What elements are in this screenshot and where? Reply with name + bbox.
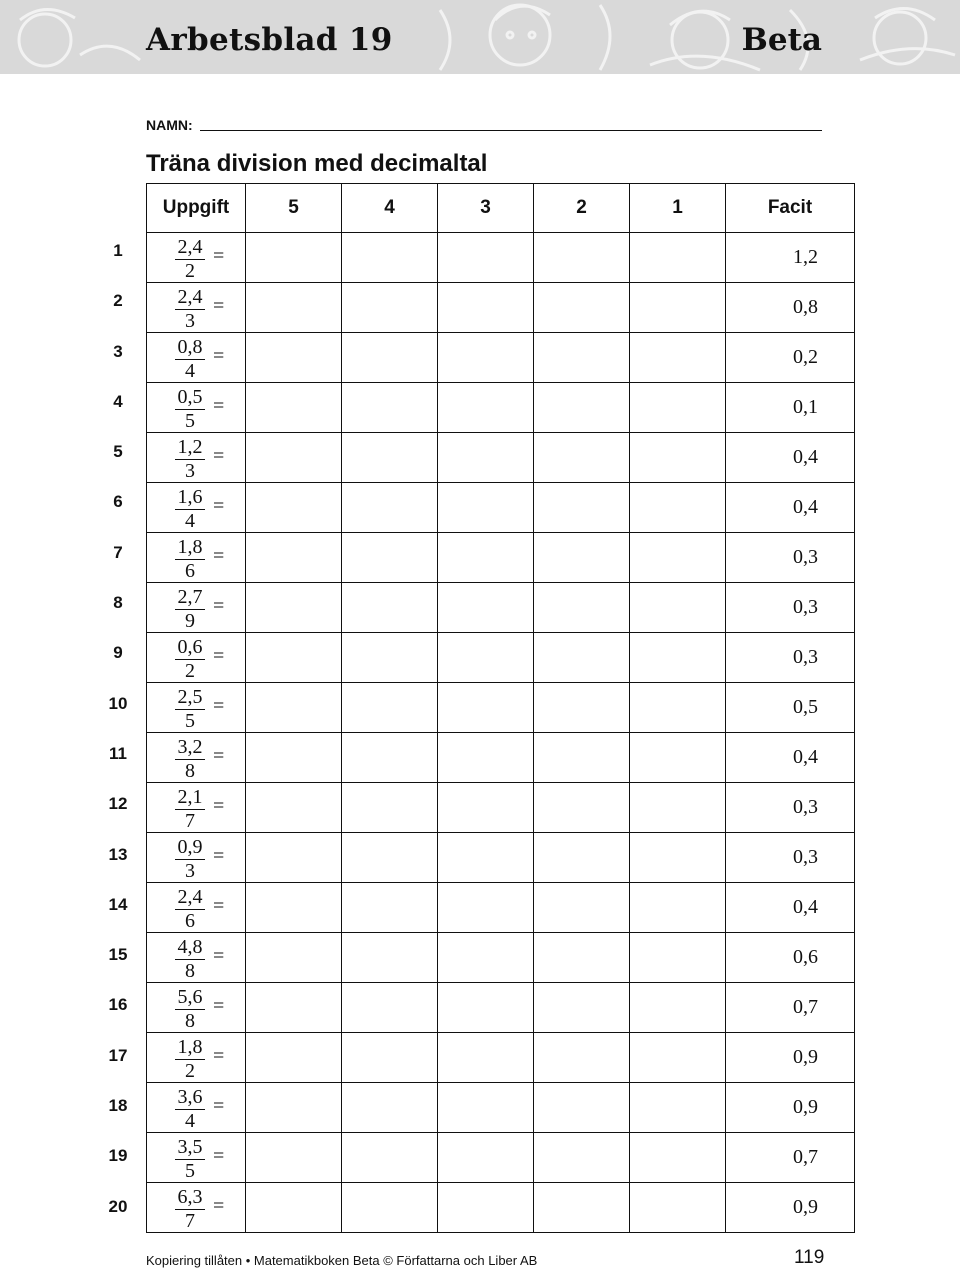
- fraction: [175, 386, 205, 433]
- answer-cell[interactable]: [630, 1183, 726, 1233]
- numerator: 1,6: [175, 486, 205, 510]
- answer-cell[interactable]: [438, 683, 534, 733]
- answer-cell[interactable]: [342, 983, 438, 1033]
- task-cell: [147, 533, 246, 583]
- answer-cell[interactable]: [246, 733, 342, 783]
- denominator: 4: [185, 1110, 195, 1132]
- numerator: 1,8: [175, 1036, 205, 1060]
- answer-cell[interactable]: [438, 433, 534, 483]
- row-number: 11: [109, 743, 127, 763]
- numerator: 1,2: [175, 436, 205, 460]
- table-row: [147, 1033, 855, 1083]
- table-row: [147, 633, 855, 683]
- answer-cell[interactable]: [246, 383, 342, 433]
- answer-cell[interactable]: [534, 633, 630, 683]
- facit-cell: 0,3: [726, 533, 855, 583]
- equals-sign: =: [213, 495, 225, 517]
- table-row: [147, 583, 855, 633]
- answer-cell[interactable]: [438, 933, 534, 983]
- denominator: 5: [185, 710, 195, 732]
- fraction: [175, 486, 205, 533]
- answer-cell[interactable]: [438, 833, 534, 883]
- denominator: 3: [185, 310, 195, 332]
- table-row: [147, 333, 855, 383]
- facit-cell: 0,4: [726, 883, 855, 933]
- fraction: [175, 1086, 205, 1133]
- answer-cell[interactable]: [342, 283, 438, 333]
- row-number: 13: [108, 844, 128, 864]
- facit-cell: 0,3: [726, 633, 855, 683]
- numerator: 5,6: [175, 986, 205, 1010]
- answer-cell[interactable]: [342, 783, 438, 833]
- answer-cell[interactable]: [534, 483, 630, 533]
- fraction: [175, 1136, 205, 1183]
- fraction: [175, 936, 205, 983]
- answer-cell[interactable]: [438, 533, 534, 583]
- fraction: [175, 786, 205, 833]
- facit-cell: 0,6: [726, 933, 855, 983]
- name-field[interactable]: [200, 130, 822, 131]
- row-number: 15: [108, 945, 128, 965]
- answer-cell[interactable]: [438, 633, 534, 683]
- numerator: 3,5: [175, 1136, 205, 1160]
- answer-cell[interactable]: [438, 483, 534, 533]
- task-cell: [147, 1033, 246, 1083]
- numerator: 2,1: [175, 786, 205, 810]
- numerator: 2,4: [175, 886, 205, 910]
- answer-cell[interactable]: [438, 383, 534, 433]
- facit-cell: 0,8: [726, 283, 855, 333]
- row-number: 4: [113, 391, 123, 411]
- row-number: 6: [113, 492, 123, 512]
- equals-sign: =: [213, 395, 225, 417]
- answer-cell[interactable]: [630, 683, 726, 733]
- answer-cell[interactable]: [630, 933, 726, 983]
- fraction: [175, 636, 205, 683]
- answer-cell[interactable]: [438, 1083, 534, 1133]
- row-number: 18: [108, 1096, 128, 1116]
- equals-sign: =: [213, 1195, 225, 1217]
- numerator: 1,8: [175, 536, 205, 560]
- table-row: [147, 683, 855, 733]
- answer-cell[interactable]: [630, 383, 726, 433]
- denominator: 7: [185, 810, 195, 832]
- answer-cell[interactable]: [438, 783, 534, 833]
- row-number: 16: [108, 995, 128, 1015]
- fraction: [175, 536, 205, 583]
- answer-cell[interactable]: [342, 383, 438, 433]
- answer-cell[interactable]: [342, 933, 438, 983]
- answer-cell[interactable]: [438, 233, 534, 283]
- answer-cell[interactable]: [534, 833, 630, 883]
- answer-cell[interactable]: [630, 483, 726, 533]
- equals-sign: =: [213, 545, 225, 567]
- answer-cell[interactable]: [342, 733, 438, 783]
- table-row: [147, 1133, 855, 1183]
- facit-cell: 0,3: [726, 583, 855, 633]
- denominator: 2: [185, 660, 195, 682]
- task-cell: [147, 933, 246, 983]
- equals-sign: =: [213, 345, 225, 367]
- table-row: [147, 433, 855, 483]
- row-number: 2: [113, 291, 123, 311]
- table-row: [147, 233, 855, 283]
- fraction: [175, 286, 205, 333]
- fraction: [175, 336, 205, 383]
- denominator: 4: [185, 510, 195, 532]
- answer-cell[interactable]: [534, 583, 630, 633]
- row-number: 19: [108, 1146, 128, 1166]
- answer-cell[interactable]: [246, 1083, 342, 1133]
- row-number: 3: [113, 341, 123, 361]
- denominator: 9: [185, 610, 195, 632]
- answer-cell[interactable]: [534, 533, 630, 583]
- equals-sign: =: [213, 995, 225, 1017]
- facit-cell: 0,7: [726, 983, 855, 1033]
- row-number: 1: [113, 241, 123, 260]
- answer-cell[interactable]: [534, 1033, 630, 1083]
- denominator: 3: [185, 460, 195, 482]
- answer-cell[interactable]: [438, 983, 534, 1033]
- fraction: [175, 686, 205, 733]
- facit-cell: 0,4: [726, 483, 855, 533]
- answer-cell[interactable]: [342, 633, 438, 683]
- facit-cell: 0,4: [726, 733, 855, 783]
- task-cell: [147, 1083, 246, 1133]
- numerator: 2,4: [175, 236, 205, 260]
- denominator: 2: [185, 260, 195, 282]
- task-cell: [147, 633, 246, 683]
- row-number: 14: [108, 894, 128, 914]
- answer-cell[interactable]: [342, 583, 438, 633]
- task-cell: [147, 383, 246, 433]
- equals-sign: =: [213, 745, 225, 767]
- row-number: 20: [108, 1196, 128, 1216]
- answer-cell[interactable]: [534, 233, 630, 283]
- row-number: 12: [108, 794, 128, 814]
- equals-sign: =: [213, 1145, 225, 1167]
- fraction: [175, 436, 205, 483]
- answer-cell[interactable]: [534, 1133, 630, 1183]
- table-row: [147, 783, 855, 833]
- answer-cell[interactable]: [246, 1033, 342, 1083]
- answer-cell[interactable]: [438, 1133, 534, 1183]
- column-header: 4: [342, 184, 438, 233]
- fraction: [175, 236, 205, 283]
- column-header: 2: [534, 184, 630, 233]
- task-cell: [147, 783, 246, 833]
- numerator: 2,4: [175, 286, 205, 310]
- task-cell: [147, 583, 246, 633]
- answer-cell[interactable]: [246, 533, 342, 583]
- answer-cell[interactable]: [534, 883, 630, 933]
- answer-cell[interactable]: [630, 983, 726, 1033]
- equals-sign: =: [213, 1095, 225, 1117]
- fraction: [175, 886, 205, 933]
- numerator: 0,5: [175, 386, 205, 410]
- facit-cell: 0,4: [726, 433, 855, 483]
- column-header: Uppgift: [147, 184, 246, 233]
- denominator: 2: [185, 1060, 195, 1082]
- denominator: 5: [185, 1160, 195, 1182]
- row-number: 10: [108, 693, 128, 713]
- answer-cell[interactable]: [630, 733, 726, 783]
- table-row: [147, 933, 855, 983]
- answer-cell[interactable]: [342, 433, 438, 483]
- answer-cell[interactable]: [630, 1033, 726, 1083]
- facit-cell: 0,1: [726, 383, 855, 433]
- facit-cell: 0,3: [726, 833, 855, 883]
- fraction: [175, 586, 205, 633]
- answer-cell[interactable]: [534, 683, 630, 733]
- answer-cell[interactable]: [630, 633, 726, 683]
- answer-cell[interactable]: [534, 783, 630, 833]
- answer-cell[interactable]: [534, 433, 630, 483]
- answer-cell[interactable]: [534, 733, 630, 783]
- equals-sign: =: [213, 795, 225, 817]
- answer-cell[interactable]: [630, 333, 726, 383]
- book-name: Beta: [741, 22, 822, 58]
- answer-cell[interactable]: [342, 683, 438, 733]
- denominator: 7: [185, 1210, 195, 1232]
- task-cell: [147, 733, 246, 783]
- answer-cell[interactable]: [246, 233, 342, 283]
- denominator: 8: [185, 760, 195, 782]
- equals-sign: =: [213, 945, 225, 967]
- answer-cell[interactable]: [630, 233, 726, 283]
- answer-cell[interactable]: [342, 1183, 438, 1233]
- equals-sign: =: [213, 895, 225, 917]
- row-number: 9: [113, 643, 123, 663]
- answer-cell[interactable]: [630, 533, 726, 583]
- answer-cell[interactable]: [534, 1183, 630, 1233]
- fraction: [175, 1036, 205, 1083]
- row-numbers: [98, 231, 138, 1237]
- row-number: 17: [108, 1045, 128, 1065]
- facit-cell: 0,9: [726, 1033, 855, 1083]
- facit-cell: 1,2: [726, 233, 855, 283]
- table-row: [147, 983, 855, 1033]
- answer-cell[interactable]: [438, 333, 534, 383]
- table-row: [147, 733, 855, 783]
- answer-cell[interactable]: [246, 783, 342, 833]
- facit-cell: 0,9: [726, 1083, 855, 1133]
- exercise-table: [146, 183, 855, 1233]
- answer-cell[interactable]: [246, 833, 342, 883]
- denominator: 5: [185, 410, 195, 432]
- answer-cell[interactable]: [534, 383, 630, 433]
- table-row: [147, 1083, 855, 1133]
- numerator: 3,2: [175, 736, 205, 760]
- answer-cell[interactable]: [246, 683, 342, 733]
- denominator: 4: [185, 360, 195, 382]
- answer-cell[interactable]: [630, 883, 726, 933]
- fraction: [175, 836, 205, 883]
- equals-sign: =: [213, 645, 225, 667]
- answer-cell[interactable]: [630, 1133, 726, 1183]
- answer-cell[interactable]: [534, 1083, 630, 1133]
- task-cell: [147, 883, 246, 933]
- denominator: 3: [185, 860, 195, 882]
- name-label: NAMN:: [146, 117, 193, 133]
- answer-cell[interactable]: [342, 333, 438, 383]
- fraction: [175, 986, 205, 1033]
- row-number: 8: [113, 593, 123, 613]
- page-number: 119: [794, 1247, 825, 1268]
- answer-cell[interactable]: [438, 1183, 534, 1233]
- task-cell: [147, 433, 246, 483]
- column-header: 1: [630, 184, 726, 233]
- task-cell: [147, 283, 246, 333]
- equals-sign: =: [213, 595, 225, 617]
- answer-cell[interactable]: [342, 233, 438, 283]
- answer-cell[interactable]: [630, 833, 726, 883]
- answer-cell[interactable]: [246, 633, 342, 683]
- numerator: 6,3: [175, 1186, 205, 1210]
- answer-cell[interactable]: [246, 983, 342, 1033]
- task-cell: [147, 333, 246, 383]
- task-cell: [147, 683, 246, 733]
- denominator: 6: [185, 910, 195, 932]
- answer-cell[interactable]: [534, 933, 630, 983]
- table-header-row: [147, 184, 855, 233]
- numerator: 0,9: [175, 836, 205, 860]
- answer-cell[interactable]: [342, 883, 438, 933]
- denominator: 8: [185, 960, 195, 982]
- answer-cell[interactable]: [246, 483, 342, 533]
- table-row: [147, 883, 855, 933]
- row-number: 7: [113, 542, 123, 562]
- table-row: [147, 483, 855, 533]
- table-row: [147, 533, 855, 583]
- equals-sign: =: [213, 445, 225, 467]
- answer-cell[interactable]: [438, 883, 534, 933]
- numerator: 3,6: [175, 1086, 205, 1110]
- facit-cell: 0,7: [726, 1133, 855, 1183]
- answer-cell[interactable]: [342, 1133, 438, 1183]
- numerator: 4,8: [175, 936, 205, 960]
- task-cell: [147, 483, 246, 533]
- answer-cell[interactable]: [246, 433, 342, 483]
- facit-cell: 0,2: [726, 333, 855, 383]
- numerator: 0,8: [175, 336, 205, 360]
- facit-cell: 0,9: [726, 1183, 855, 1233]
- column-header: 5: [246, 184, 342, 233]
- answer-cell[interactable]: [342, 1083, 438, 1133]
- task-cell: [147, 1133, 246, 1183]
- table-row: [147, 1183, 855, 1233]
- denominator: 6: [185, 560, 195, 582]
- task-cell: [147, 983, 246, 1033]
- equals-sign: =: [213, 695, 225, 717]
- answer-cell[interactable]: [246, 1183, 342, 1233]
- answer-cell[interactable]: [438, 283, 534, 333]
- answer-cell[interactable]: [246, 883, 342, 933]
- answer-cell[interactable]: [246, 933, 342, 983]
- answer-cell[interactable]: [246, 1133, 342, 1183]
- equals-sign: =: [213, 295, 225, 317]
- answer-cell[interactable]: [246, 283, 342, 333]
- answer-cell[interactable]: [534, 333, 630, 383]
- column-header: Facit: [726, 184, 855, 233]
- table-row: [147, 383, 855, 433]
- table-row: [147, 833, 855, 883]
- answer-cell[interactable]: [630, 783, 726, 833]
- row-number: 5: [113, 442, 123, 462]
- answer-cell[interactable]: [438, 1033, 534, 1083]
- answer-cell[interactable]: [630, 433, 726, 483]
- numerator: 2,7: [175, 586, 205, 610]
- facit-cell: 0,5: [726, 683, 855, 733]
- footer-credits: Kopiering tillåten • Matematikboken Beta © Författarna och Liber AB: [146, 1253, 538, 1268]
- task-cell: [147, 1183, 246, 1233]
- equals-sign: =: [213, 245, 225, 267]
- answer-cell[interactable]: [630, 283, 726, 333]
- answer-cell[interactable]: [246, 583, 342, 633]
- answer-cell[interactable]: [438, 733, 534, 783]
- equals-sign: =: [213, 1045, 225, 1067]
- equals-sign: =: [213, 845, 225, 867]
- denominator: 8: [185, 1010, 195, 1032]
- page-subtitle: Träna division med decimaltal: [146, 150, 488, 177]
- answer-cell[interactable]: [342, 833, 438, 883]
- answer-cell[interactable]: [342, 533, 438, 583]
- table-row: [147, 283, 855, 333]
- answer-cell[interactable]: [438, 583, 534, 633]
- fraction: [175, 736, 205, 783]
- task-cell: [147, 833, 246, 883]
- fraction: [175, 1186, 205, 1233]
- task-cell: [147, 233, 246, 283]
- answer-cell[interactable]: [342, 1033, 438, 1083]
- answer-cell[interactable]: [534, 283, 630, 333]
- worksheet-title: Arbetsblad 19: [146, 22, 393, 58]
- facit-cell: 0,3: [726, 783, 855, 833]
- answer-cell[interactable]: [342, 483, 438, 533]
- answer-cell[interactable]: [630, 1083, 726, 1133]
- answer-cell[interactable]: [246, 333, 342, 383]
- answer-cell[interactable]: [534, 983, 630, 1033]
- numerator: 2,5: [175, 686, 205, 710]
- answer-cell[interactable]: [630, 583, 726, 633]
- numerator: 0,6: [175, 636, 205, 660]
- column-header: 3: [438, 184, 534, 233]
